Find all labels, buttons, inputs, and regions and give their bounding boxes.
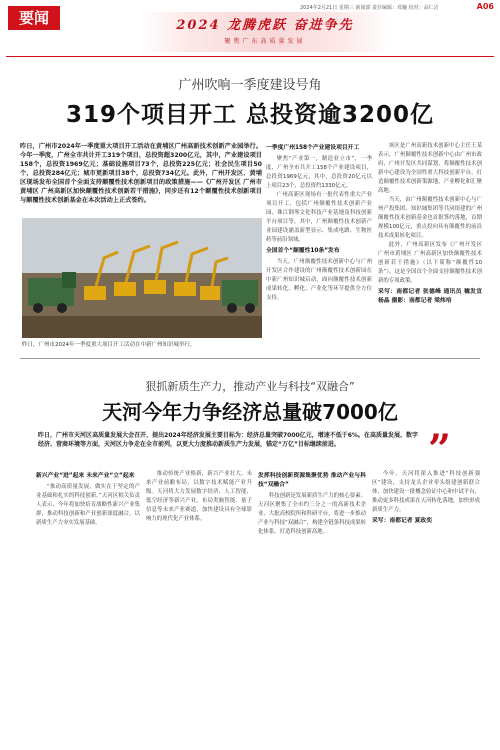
article2-paragraph: 推动传统产业焕新，新兴产业壮大，未来产业前瞻布局，以数字技术赋能产业升级。天河将大力发展数字经济、人工智能、低空经济等新兴产业，布局类脑智能、量子信息等未来产业赛道，加快建设具有全球影响力的现代化产业体系。 bbox=[146, 471, 252, 522]
article2-lead: 昨日，广州市天河区高质量发展大会召开，提出2024年经济发展主要目标为：经济总量突破7000亿元，增速不低于6%。在高质量发展、数字经济、营商环境等方面，天河区力争走在全市前列，以更大力度推动新质生产力发展，锚定“万亿”目标继续前进。 bbox=[38, 432, 418, 448]
article1-lead: 昨日，广州市2024年一季度重大项目开工活动在黄埔区广州高新技术创新产业园举行。今年一季度，广州全市共计开工319个项目，总投资超3200亿元，其中，产业建设项目158个，总投资1969亿元；基础设施项目73个，总投资225亿元；社会民生项目50个，总投资284亿元；城市更新项目38个，总投资734亿元。此外，广州开发区、黄埔区现场发布全国首个全面支持颠覆性技术创新项目的政策措施——《广州开发区 广州市黄埔区 广州高新区加快颠覆性技术创新若干措施》，同步还有12个颠覆性技术创新项目与颠覆性技术创新基金在本次活动上正式签约。 bbox=[20, 143, 262, 204]
news-photo bbox=[22, 218, 262, 338]
article2-paragraph: “推动高质量发展，做实在于坚定的产业基础和扎实的科技创新。”天河区相关负责人表示，今年将加快培育战略性新兴产业集群，推动科技创新和产业创新深度融合，以新质生产力夯实发展基础。 bbox=[36, 484, 140, 526]
article2-paragraph: 科技创新是发展新质生产力的核心要素。天河区聚集了全市约三分之一的高新技术企业、大批高校院所和科研平台，将进一步推动产业与科技“双融合”，构建全链条科技成果转化体系，打造科技创新高地。 bbox=[258, 493, 367, 535]
article1-paragraph: 聚焦“产业第一，制造业立市”，一季度，广州全市共开工158个产业建设项目，总投资1969亿元，其中，总投资20亿元以上项目23个，总投资约1330亿元。 bbox=[266, 156, 372, 189]
excavators-illustration bbox=[22, 218, 262, 338]
article1-subhead-1: 一季度广州158个产业建设项目开工 bbox=[266, 145, 360, 151]
slogan-banner bbox=[140, 12, 390, 52]
article2-headline: 天河今年力争经济总量破7000亿 bbox=[102, 400, 398, 424]
article2-paragraph: 今年，天河将深入推进“科技创新强区”建设，支持龙头企业牵头组建创新联合体，加快建设一批概念验证中心和中试平台，推动更多科技成果在天河转化落地，加快形成新质生产力。 bbox=[372, 471, 480, 513]
slogan-subtitle: 聚焦广东高质量发展 bbox=[224, 38, 306, 45]
masthead bbox=[0, 0, 500, 56]
article1-subhead-2: 全国首个“颠覆性10条”发布 bbox=[266, 248, 340, 254]
article2-subhead-2: 发挥科技创新资源集聚优势 推动产业与科技“双融合” bbox=[258, 473, 366, 488]
article1-headline: 319个项目开工 总投资逾3200亿 bbox=[65, 102, 435, 128]
article1-paragraph: 广州高新区现场有一批代表性重大产业项目开工，包括广州颠覆性技术创新产业园、珠江钢琴文化科技产业基地及科技创新平台项目等，其中，广州颠覆性技术创新产业园建设涵盖新型显示、集成电路、生物医药等前沿领域。 bbox=[266, 192, 372, 243]
section-tag: 要闻 bbox=[8, 6, 60, 30]
article1-paragraph: 该区是广州高新技术创新中心主任王某表示，广州颠覆性技术创新中心由广州市政府、广州开发区共同谋划，将颠覆性技术创新中心建设为全国性重大科技创新平台，打造颠覆性技术创新策源地、产业孵化和汇聚高地。 bbox=[378, 143, 482, 194]
article2-kicker: 狠抓新质生产力，推动产业与科技“双融合” bbox=[145, 380, 355, 393]
slogan-title: 2024 龙腾虎跃 奋进争先 bbox=[176, 18, 354, 33]
article2-column-4 bbox=[372, 470, 480, 528]
article1-kicker: 广州吹响一季度建设号角 bbox=[178, 78, 322, 93]
article1-paragraph: 此外，广州高新区发布《广州开发区 广州市黄埔区 广州高新区加快颠覆性技术创新若干措施》（以下简称“颠覆性10条”），这是全国首个全面支持颠覆性技术创新的专项政策。 bbox=[378, 242, 482, 284]
article1-paragraph: 当天，由广州颠覆性技术创新中心与广州产投集团、知识城集团等共同组建的广州颠覆性技术创新基金也首批签约落地，首期规模100亿元，重点投向具有颠覆性的前沿技术成果转化项目。 bbox=[378, 197, 482, 239]
article1-byline: 采写：南都记者 张德峰 通讯员 穗发宣 杨晶 摄影：南都记者 梁炜培 bbox=[378, 289, 482, 304]
article2-column-3 bbox=[258, 470, 366, 537]
masthead-rule bbox=[6, 56, 494, 57]
article2-column-2 bbox=[146, 470, 252, 524]
article-divider bbox=[20, 358, 480, 359]
article2-byline: 采写：南都记者 夏政奕 bbox=[372, 518, 432, 524]
quote-mark-icon: ” bbox=[428, 426, 452, 473]
article2-column-1 bbox=[36, 470, 140, 528]
article1-column-2 bbox=[266, 142, 372, 303]
article2-subhead-1: 新兴产业“进”起来 未来产业“立”起来 bbox=[36, 473, 135, 479]
page-number: A06 bbox=[476, 2, 494, 11]
photo-caption: 昨日，广州市2024年一季度重大项目开工活动在中新广州知识城举行。 bbox=[22, 342, 196, 348]
article1-paragraph: 当天，广州颠覆性技术创新中心与广州开发区合作建设的广州颠覆性技术创新园在中新广州知识城启动，面向颠覆性技术创新成果转化、孵化、产业化等环节提供全方位支持。 bbox=[266, 259, 372, 301]
article1-column-3 bbox=[378, 142, 482, 308]
date-line: 2024年2月21日 星期三 新闻部 责任编辑：邓巍 校对：高仁洁 bbox=[300, 5, 439, 11]
